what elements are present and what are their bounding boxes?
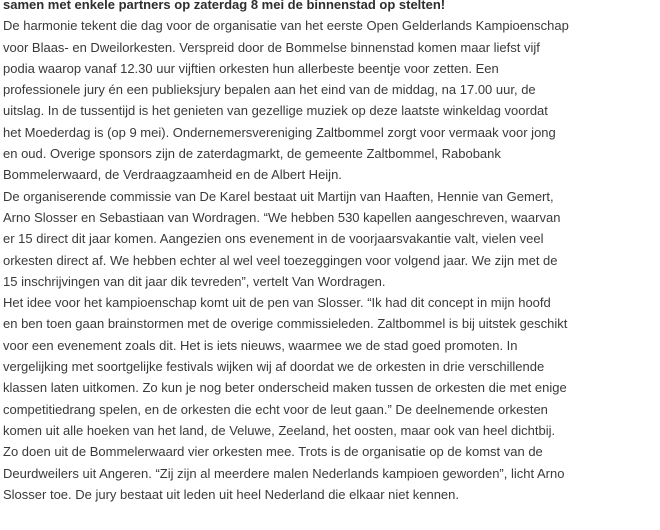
paragraph (3, 292, 660, 505)
text-line: De organiserende commissie van De Karel bestaat uit Martijn van Haaften, Hennie van Gemert, (3, 188, 554, 204)
article-heading: samen met enkele partners op zaterdag 8 mei de binnenstad op stelten! (3, 0, 446, 12)
text-line: Arno Slosser en Sebastiaan van Wordragen. “We hebben 530 kapellen aangeschreven, waarvan (3, 209, 561, 225)
text-line: podia waarop vanaf 12.30 uur vijftien orkesten hun allerbeste beentje voor zetten. Een (3, 60, 499, 76)
text-line: het Moederdag is (op 9 mei). Ondernemersvereniging Zaltbommel zorgt voor vermaak voor jong (3, 124, 556, 140)
text-line: Bommelerwaard, de Verdraagzaamheid en de Albert Heijn. (3, 167, 342, 183)
text-line: orkesten direct af. We hebben echter al wel veel toezeggingen voor volgend jaar. We zijn met de (3, 252, 558, 268)
text-line: 15 inschrijvingen van dit jaar dik tevreden”, vertelt Van Wordragen. (3, 273, 386, 289)
text-line: voor een evenement zoals dit. Het is iets nieuws, waarmee we de stad goed promoten. In (3, 337, 518, 353)
text-line: De harmonie tekent die dag voor de organisatie van het eerste Open Gelderlands Kampioenschap (3, 18, 569, 34)
text-line: er 15 direct dit jaar komen. Aangezien ons evenement in de voorjaarsvakantie valt, vielen veel (3, 231, 544, 247)
paragraph (3, 186, 660, 292)
text-line: competitiedrang spelen, en de orkesten die echt voor de leut gaan.” De deelnemende orkesten (3, 401, 548, 417)
text-line: komen uit alle hoeken van het land, de Veluwe, Zeeland, het oosten, maar ook van heel dichtbij. (3, 422, 556, 438)
article-text-block (3, 0, 660, 505)
text-line: en ben toen gaan brainstormen met de overige commissieleden. Zaltbommel is bij uitstek geschikt (3, 316, 568, 332)
text-line: en oud. Overige sponsors zijn de zaterdagmarkt, de gemeente Zaltbommel, Rabobank (3, 146, 501, 162)
text-line: Deurdweilers uit Angeren. “Zij zijn al meerdere malen Nederlands kampioen geworden”, licht Arno (3, 465, 565, 481)
text-line: voor Blaas- en Dweilorkesten. Verspreid door de Bommelse binnenstad komen maar liefst vijf (3, 39, 540, 55)
text-line: klassen laten uitkomen. Zo kun je nog beter onderscheid maken tussen de orkesten die met enige (3, 380, 567, 396)
text-line: uitslag. In de tussentijd is het genieten van gezellige muziek op deze laatste winkeldag voordat (3, 103, 548, 119)
text-line: professionele jury én een publieksjury bepalen aan het eind van de middag, na 17.00 uur, de (3, 82, 536, 98)
text-line: Het idee voor het kampioenschap komt uit de pen van Slosser. “Ik had dit concept in mijn hoofd (3, 295, 551, 311)
text-line: vergelijking met soortgelijke festivals wijken wij af doordat we de orkesten in drie verschillende (3, 359, 545, 375)
paragraph (3, 15, 660, 185)
text-line: Zo doen uit de Bommelerwaard vier orkesten mee. Trots is de organisatie op de komst van de (3, 444, 543, 460)
text-line: Slosser toe. De jury bestaat uit leden uit heel Nederland die elkaar niet kennen. (3, 486, 460, 502)
